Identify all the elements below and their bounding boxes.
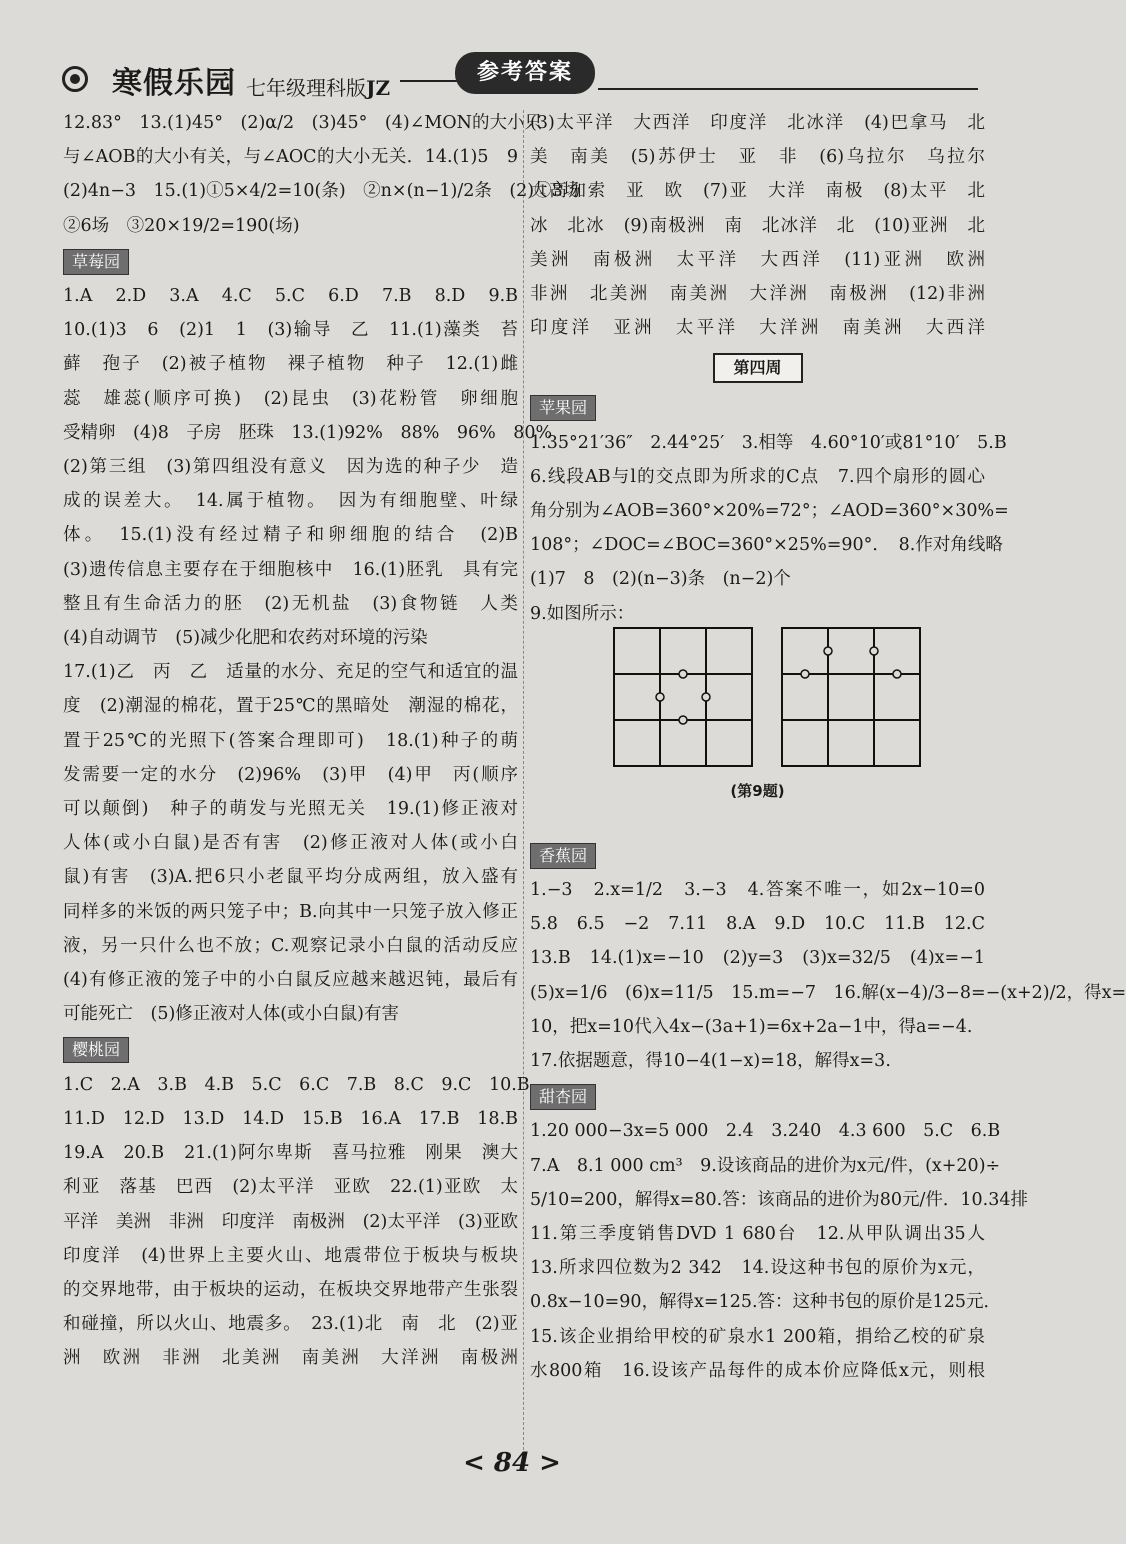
answer-line: 15.该企业捐给甲校的矿泉水1 200箱，捐给乙校的矿泉	[530, 1326, 985, 1347]
answer-line: (4)自动调节 (5)减少化肥和农药对环境的污染	[63, 628, 428, 649]
answer-line: 1.−3 2.x=1/2 3.−3 4.答案不唯一，如2x−10=0	[530, 880, 985, 901]
answers-block-apple	[530, 426, 1009, 631]
answer-line: (3)遗传信息主要存在于细胞核中 16.(1)胚乳 具有完	[63, 559, 518, 580]
answer-line: 5.8 6.5 −2 7.11 8.A 9.D 10.C 11.B 12.C	[530, 914, 985, 935]
answer-line: (4)有修正液的笼子中的小白鼠反应越来越迟钝，最后有	[63, 970, 518, 991]
week-heading: 第四周	[713, 353, 803, 383]
answer-line: 19.A 20.B 21.(1)阿尔卑斯 喜马拉雅 刚果 澳大	[63, 1143, 518, 1164]
answer-key-badge: 参考答案	[455, 52, 595, 94]
answer-line: 可以颠倒) 种子的萌发与光照无关 19.(1)修正液对	[63, 799, 518, 820]
answer-line: 同样多的米饭的两只笼子中；B.向其中一只笼子放入修正	[63, 901, 518, 922]
answer-line: 可能死亡 (5)修正液对人体(或小白鼠)有害	[63, 1004, 399, 1025]
answer-line: 与∠AOB的大小有关，与∠AOC的大小无关．14.(1)5 9	[63, 147, 518, 168]
answers-block-cherry	[63, 1068, 530, 1376]
answer-line: 非洲 北美洲 南美洲 大洋洲 南极洲 (12)非洲	[530, 284, 985, 305]
answer-line: 17.依据题意，得10−4(1−x)=18，解得x=3.	[530, 1051, 891, 1072]
answer-line: (1)7 8 (2)(n−3)条 (n−2)个	[530, 569, 791, 590]
answer-line: 和碰撞，所以火山、地震多。 23.(1)北 南 北 (2)亚	[63, 1314, 518, 1335]
answer-line: 成的误差大。 14.属于植物。 因为有细胞壁、叶绿	[63, 491, 518, 512]
answer-line: 水800箱 16.设该产品每件的成本价应降低x元，则根	[530, 1360, 985, 1381]
grid-points-left	[656, 670, 710, 724]
answer-line: 11.D 12.D 13.D 14.D 15.B 16.A 17.B 18.B	[63, 1108, 518, 1129]
edition-label: 七年级理科版JZ	[246, 76, 391, 100]
answer-line: 5/10=200，解得x=80.答：该商品的进价为80元/件．10.34排	[530, 1189, 1028, 1210]
grid-figure-left	[614, 628, 752, 766]
page-number: < 84 >	[463, 1448, 561, 1478]
section-label-banana: 香蕉园	[530, 843, 596, 869]
answer-line: 1.C 2.A 3.B 4.B 5.C 6.C 7.B 8.C 9.C 10.B	[63, 1074, 530, 1095]
header-rule	[400, 80, 460, 82]
answers-block-top	[63, 106, 581, 243]
answer-line: 10.(1)3 6 (2)1 1 (3)输导 乙 11.(1)藻类 苔	[63, 320, 518, 341]
section-label-cherry: 樱桃园	[63, 1037, 129, 1063]
section-label-strawberry: 草莓园	[63, 249, 129, 275]
answer-line: 整且有生命活力的胚 (2)无机盐 (3)食物链 人类	[63, 593, 518, 614]
header-rule	[598, 88, 978, 90]
answer-line: 美 南美 (5)苏伊士 亚 非 (6)乌拉尔 乌拉尔	[530, 147, 985, 168]
answer-line: 利亚 落基 巴西 (2)太平洋 亚欧 22.(1)亚欧 太	[63, 1177, 518, 1198]
answer-line: 角分别为∠AOB=360°×20%=72°；∠AOD=360°×30%=	[530, 501, 1009, 522]
answer-line: 印度洋 (4)世界上主要火山、地震带位于板块与板块	[63, 1245, 518, 1266]
answer-line: 藓 孢子 (2)被子植物 裸子植物 种子 12.(1)雌	[63, 354, 518, 375]
answer-line: 11.第三季度销售DVD 1 680台 12.从甲队调出35人	[530, 1224, 985, 1245]
answer-line: 13.B 14.(1)x=−10 (2)y=3 (3)x=32/5 (4)x=−1	[530, 948, 985, 969]
answer-line: 13.所求四位数为2 342 14.设这种书包的原价为x元，	[530, 1258, 985, 1279]
figure-caption: (第9题)	[730, 782, 785, 800]
answer-line: (3)太平洋 大西洋 印度洋 北冰洋 (4)巴拿马 北	[530, 113, 985, 133]
answer-line: 置于25℃的光照下(答案合理即可) 18.(1)种子的萌	[63, 730, 518, 751]
answer-line: 体。 15.(1)没有经过精子和卵细胞的结合 (2)B	[63, 525, 518, 546]
answer-line: 9.如图所示：	[530, 603, 635, 624]
answer-line: (2)第三组 (3)第四组没有意义 因为选的种子少 造	[63, 457, 518, 478]
answer-line: 0.8x−10=90，解得x=125.答：这种书包的原价是125元．	[530, 1292, 1001, 1313]
answer-line: 6.线段AB与l的交点即为所求的C点 7.四个扇形的圆心	[530, 466, 985, 487]
answer-line: 7.A 8.1 000 cm³ 9.设该商品的进价为x元/件，(x+20)÷	[530, 1155, 1001, 1176]
answer-line: 10，把x=10代入4x−(3a+1)=6x+2a−1中，得a=−4.	[530, 1016, 973, 1037]
answer-line: 发需要一定的水分 (2)96% (3)甲 (4)甲 丙(顺序	[63, 764, 518, 785]
answer-line: 蕊 雄蕊(顺序可换) (2)昆虫 (3)花粉管 卵细胞	[63, 388, 518, 409]
answer-line: 度 (2)潮湿的棉花，置于25℃的黑暗处 潮湿的棉花，	[63, 696, 518, 717]
answers-block-strawberry	[63, 279, 553, 1031]
book-title: 寒假乐园	[112, 66, 236, 101]
answer-line: 12.83° 13.(1)45° (2)α/2 (3)45° (4)∠MON的大小只	[63, 113, 542, 133]
answer-line: 大高加索 亚 欧 (7)亚 大洋 南极 (8)太平 北	[530, 181, 985, 202]
grid-figures	[530, 620, 985, 780]
grid-figure-right	[782, 628, 920, 766]
answers-block-banana	[530, 873, 1126, 1078]
section-label-apple: 苹果园	[530, 395, 596, 421]
section-label-apricot: 甜杏园	[530, 1084, 596, 1110]
answer-line: (5)x=1/6 (6)x=11/5 15.m=−7 16.解(x−4)/3−8=−(x+2)/2，得x=	[530, 982, 1126, 1003]
figure-q9	[530, 620, 985, 810]
answer-line: 液，另一只什么也不放；C.观察记录小白鼠的活动反应	[63, 935, 518, 956]
answer-line: 108°；∠DOC=∠BOC=360°×25%=90°． 8.作对角线略	[530, 535, 1003, 556]
answer-line: 17.(1)乙 丙 乙 适量的水分、充足的空气和适宜的温	[63, 662, 518, 683]
answer-line: 1.20 000−3x=5 000 2.4 3.240 4.3 600 5.C 6.B	[530, 1121, 1001, 1142]
answer-line: 的交界地带，由于板块的运动，在板块交界地带产生张裂	[63, 1279, 518, 1300]
answer-line: 1.A 2.D 3.A 4.C 5.C 6.D 7.B 8.D 9.B	[63, 286, 518, 307]
answer-line: 平洋 美洲 非洲 印度洋 南极洲 (2)太平洋 (3)亚欧	[63, 1211, 518, 1232]
answer-line: 1.35°21′36″ 2.44°25′ 3.相等 4.60°10′或81°10′ 5.B	[530, 432, 1007, 453]
answer-line: 受精卵 (4)8 子房 胚珠 13.(1)92% 88% 96% 80%	[63, 422, 553, 443]
column-divider	[523, 110, 524, 1450]
answer-line: 鼠)有害 (3)A.把6只小老鼠平均分成两组，放入盛有	[63, 867, 518, 888]
answer-line: (2)4n−3 15.(1)①5×4/2=10(条) ②n×(n−1)/2条 (2)①3场	[63, 181, 581, 202]
answer-line: 印度洋 亚洲 太平洋 大洋洲 南美洲 大西洋	[530, 318, 985, 339]
answer-line: ②6场 ③20×19/2=190(场)	[63, 215, 300, 236]
answer-line: 洲 欧洲 非洲 北美洲 南美洲 大洋洲 南极洲	[63, 1348, 518, 1369]
page-header	[0, 0, 1024, 110]
logo-icon	[62, 66, 88, 92]
answer-line: 美洲 南极洲 太平洋 大西洋 (11)亚洲 欧洲	[530, 249, 985, 270]
answer-line: 冰 北冰 (9)南极洲 南 北冰洋 北 (10)亚洲 北	[530, 215, 985, 236]
answer-line: 人体(或小白鼠)是否有害 (2)修正液对人体(或小白	[63, 833, 518, 854]
answers-block-continued	[530, 106, 985, 345]
answers-block-apricot	[530, 1114, 1028, 1388]
